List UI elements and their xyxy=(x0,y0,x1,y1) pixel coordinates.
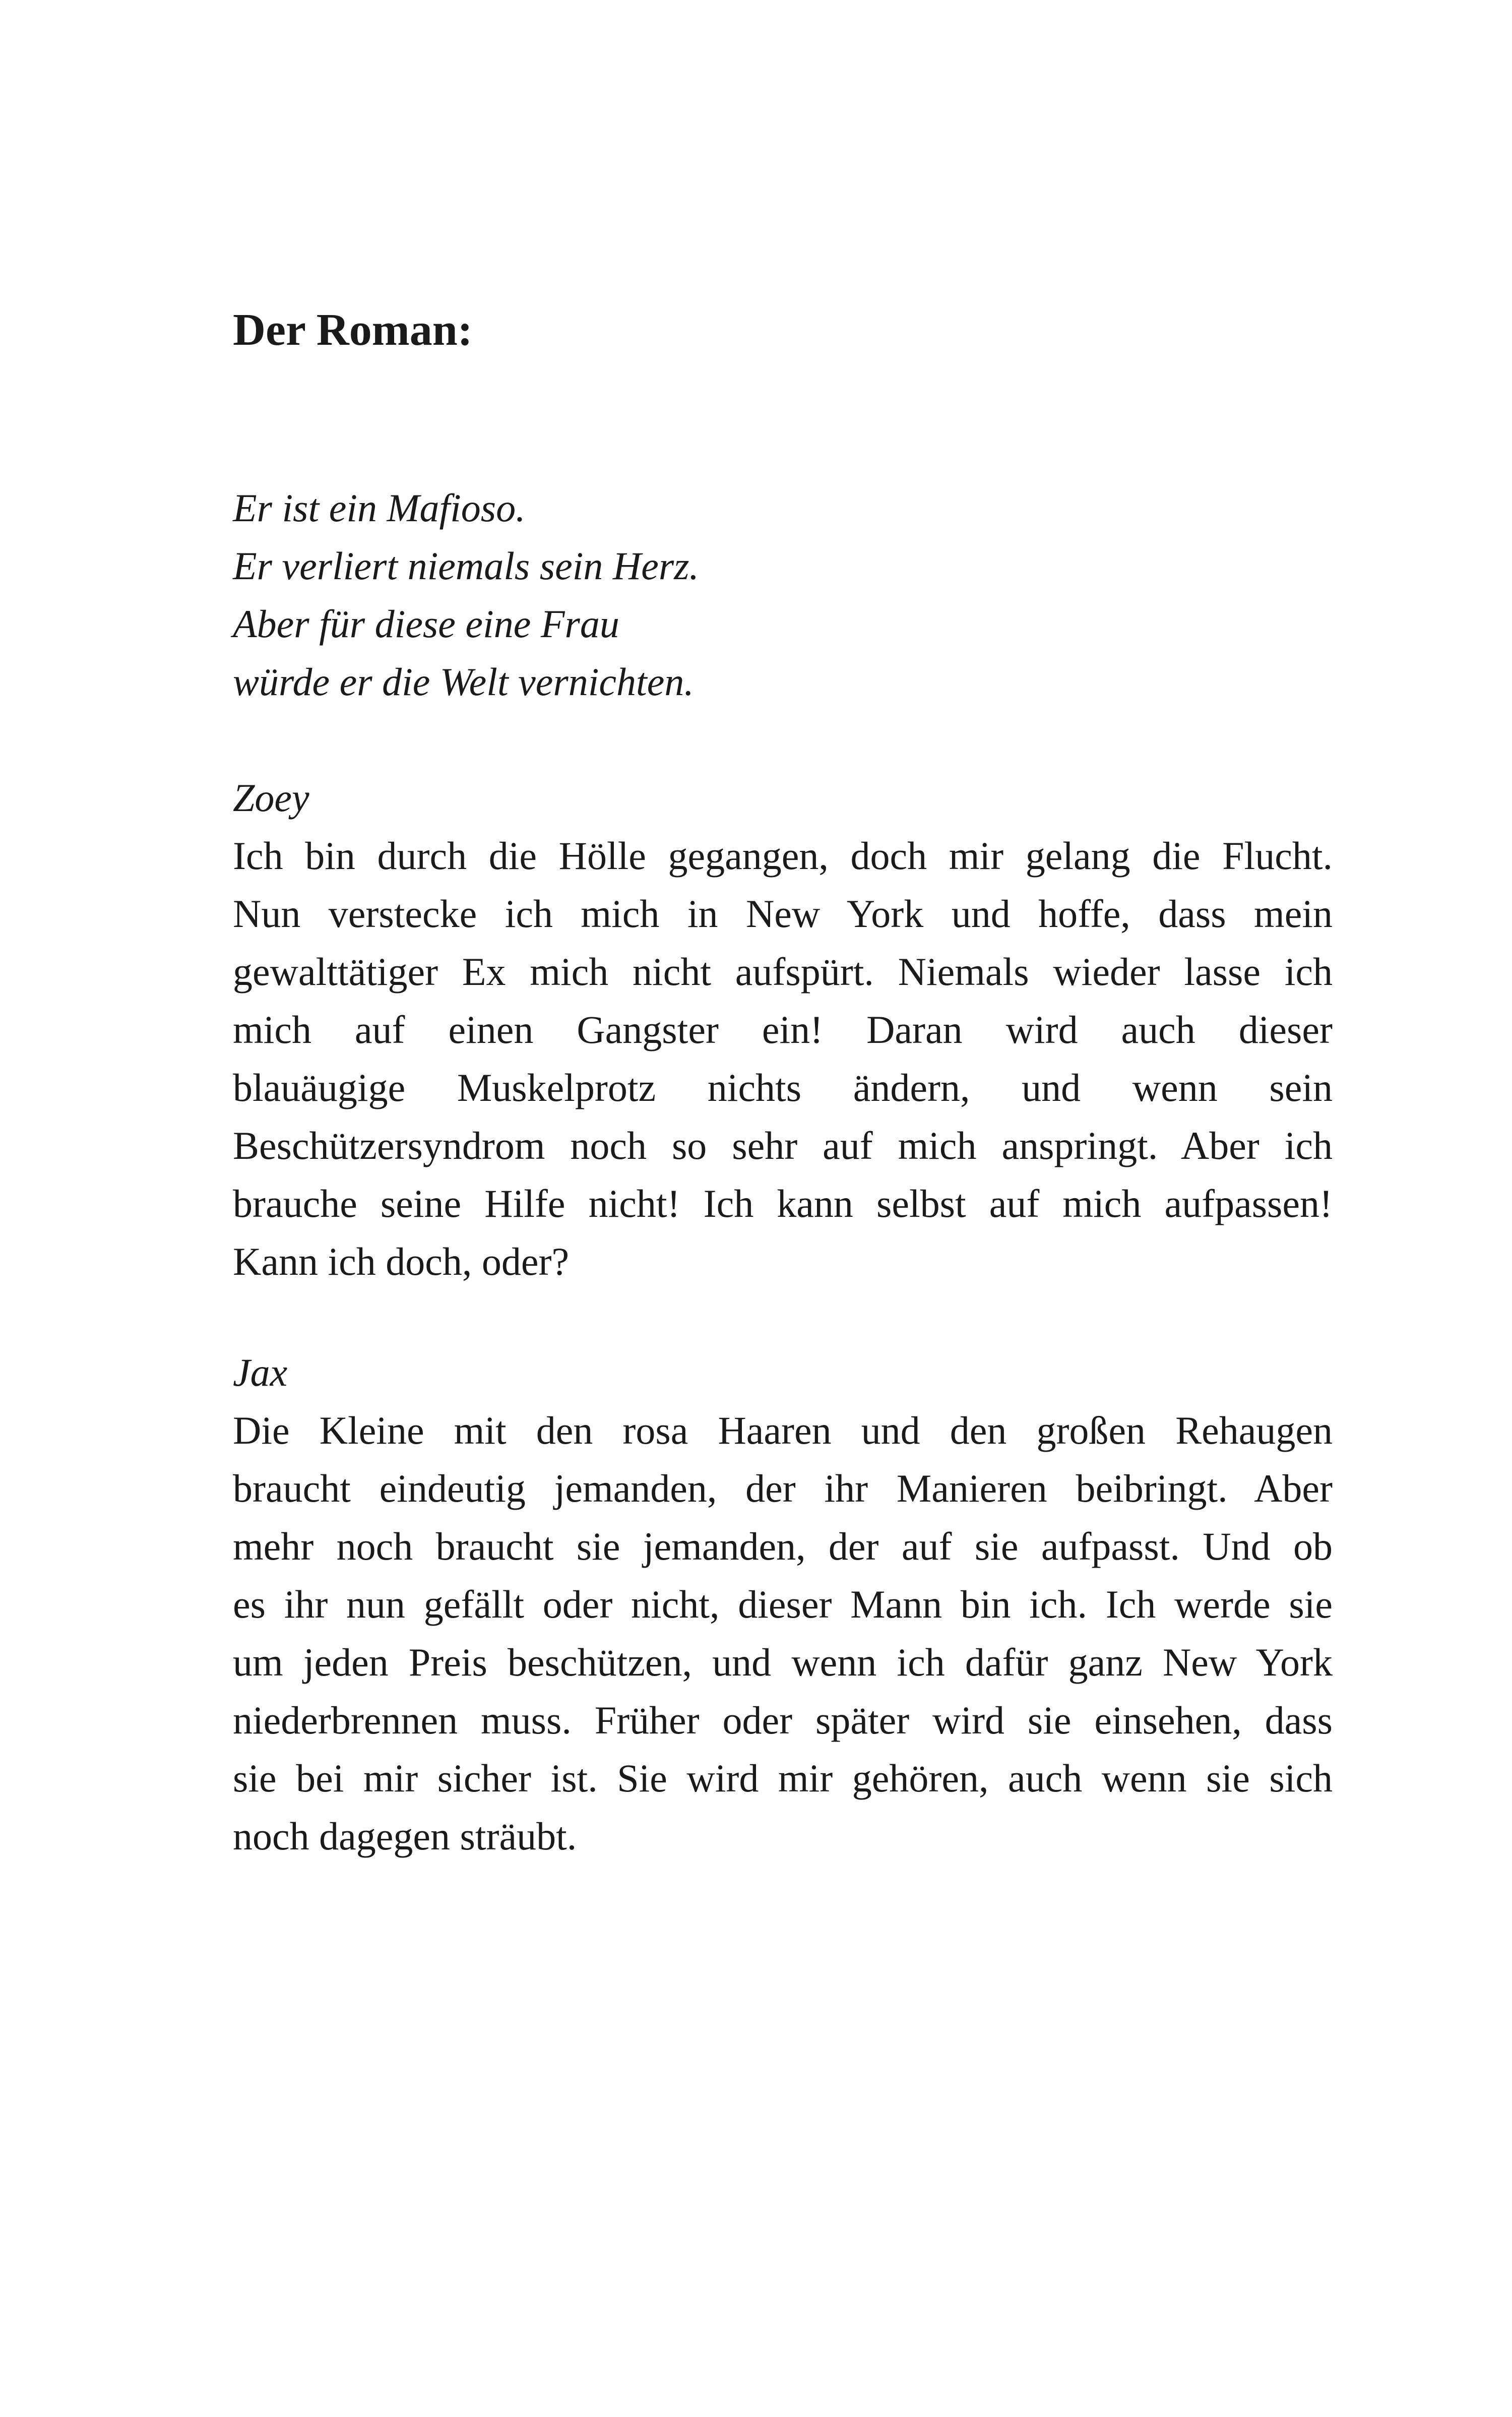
blurb-line: niederbrennen muss. Früher oder später wird sie einsehen, dass xyxy=(233,1698,1333,1742)
tagline xyxy=(233,479,699,711)
blurb-line: braucht eindeutig jemanden, der ihr Manieren beibringt. Aber xyxy=(233,1466,1333,1510)
blurb-line: blauäugige Muskelprotz nichts ändern, und wenn sein xyxy=(233,1066,1333,1109)
blurb-line: es ihr nun gefällt oder nicht, dieser Mann bin ich. Ich werde sie xyxy=(233,1582,1333,1626)
tagline-line: Er verliert niemals sein Herz. xyxy=(233,544,700,588)
character-name: Jax xyxy=(233,1350,288,1394)
blurb-line: brauche seine Hilfe nicht! Ich kann selbst auf mich aufpassen! xyxy=(233,1182,1333,1225)
blurb-line: mehr noch braucht sie jemanden, der auf sie aufpasst. Und ob xyxy=(233,1524,1333,1568)
blurb-line: Die Kleine mit den rosa Haaren und den großen Rehaugen xyxy=(233,1408,1333,1452)
character-section-jax xyxy=(233,1343,1333,1865)
tagline-line: Aber für diese eine Frau xyxy=(233,602,619,646)
character-blurb xyxy=(233,827,1333,1290)
character-name: Zoey xyxy=(233,776,309,820)
blurb-line: sie bei mir sicher ist. Sie wird mir gehören, auch wenn sie sich xyxy=(233,1756,1333,1800)
blurb-line: noch dagegen sträubt. xyxy=(233,1814,577,1858)
tagline-line: Er ist ein Mafioso. xyxy=(233,486,526,530)
blurb-line: mich auf einen Gangster ein! Daran wird auch dieser xyxy=(233,1008,1333,1051)
blurb-line: Beschützersyndrom noch so sehr auf mich anspringt. Aber ich xyxy=(233,1124,1333,1167)
blurb-line: Nun verstecke ich mich in New York und hoffe, dass mein xyxy=(233,892,1333,936)
character-blurb xyxy=(233,1401,1333,1865)
blurb-line: gewalttätiger Ex mich nicht aufspürt. Niemals wieder lasse ich xyxy=(233,950,1333,994)
blurb-line: um jeden Preis beschützen, und wenn ich dafür ganz New York xyxy=(233,1640,1333,1684)
page-title: Der Roman: xyxy=(233,305,473,355)
character-section-zoey xyxy=(233,769,1333,1290)
blurb-line: Ich bin durch die Hölle gegangen, doch mir gelang die Flucht. xyxy=(233,834,1333,878)
tagline-line: würde er die Welt vernichten. xyxy=(233,660,694,704)
blurb-line: Kann ich doch, oder? xyxy=(233,1240,570,1283)
